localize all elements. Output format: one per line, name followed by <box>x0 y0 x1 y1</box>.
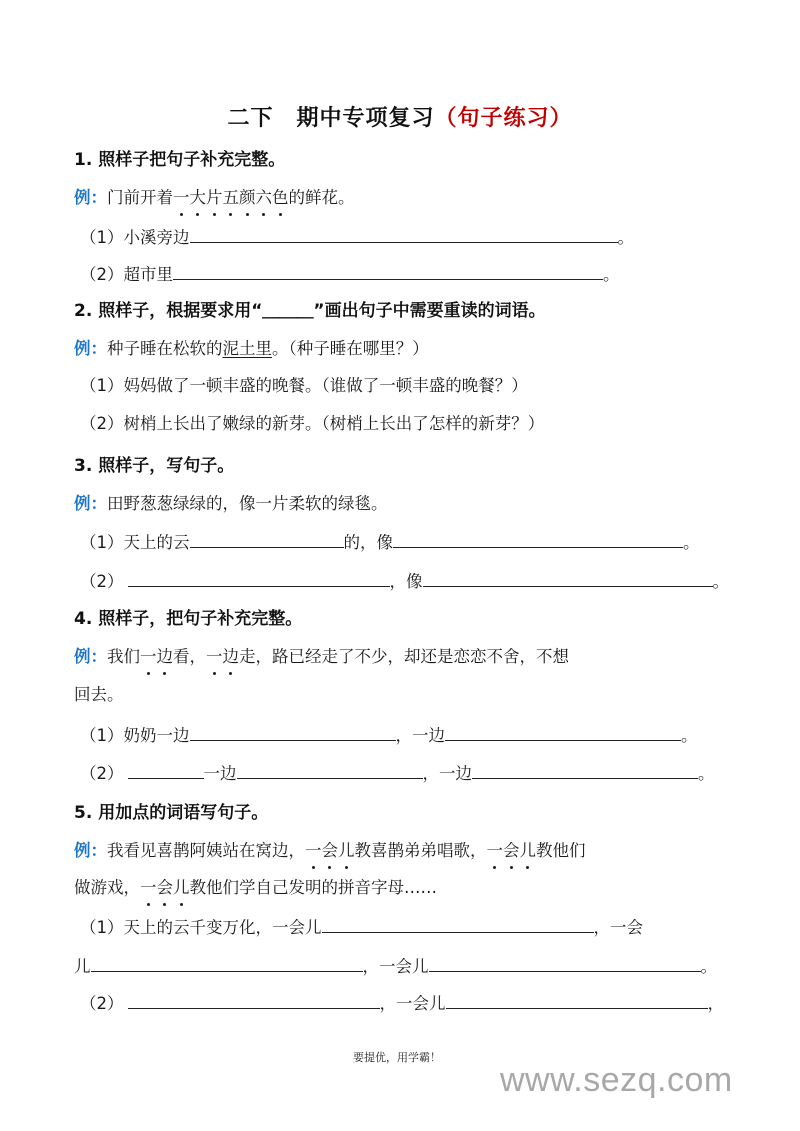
answer-blank[interactable] <box>190 722 396 741</box>
answer-blank[interactable] <box>128 760 204 779</box>
section-3-item-1 <box>80 529 700 555</box>
emphasis-char: 边 <box>157 645 174 669</box>
emphasis-char: 一 <box>140 645 157 669</box>
item-mid: 一边 <box>203 764 237 783</box>
section-5-example <box>74 839 586 863</box>
title-highlight: （句子练习） <box>434 106 573 131</box>
section-2-item-1 <box>80 374 528 398</box>
section-1-item-2 <box>80 261 620 287</box>
section-2-example <box>74 337 429 361</box>
item-label: （1） <box>80 726 124 745</box>
example-text: 做游戏， <box>74 878 140 897</box>
section-2-heading <box>74 299 546 323</box>
example-label: 例： <box>74 647 107 666</box>
emphasis-char: 儿 <box>520 839 537 863</box>
example-text: 的鲜花。 <box>288 188 355 207</box>
answer-blank[interactable] <box>128 568 390 587</box>
section-2-item-2 <box>80 412 544 436</box>
item-text: 妈妈做了一顿丰盛的晚餐。（谁做了一顿丰盛的晚餐？） <box>123 376 528 395</box>
dotted-word <box>223 188 289 207</box>
emphasis-char: 五 <box>223 186 240 210</box>
emphasis-char: 大 <box>190 186 207 210</box>
emphasis-char: 六 <box>256 186 273 210</box>
example-text: 。（种子睡在哪里？） <box>272 339 429 358</box>
answer-blank[interactable] <box>393 529 683 548</box>
section-5-item-1 <box>80 914 643 940</box>
example-text: 看， <box>173 647 206 666</box>
watermark: www.sezq.com <box>500 1061 733 1099</box>
example-text: 教他们学自己发明的拼音字母…… <box>189 878 437 897</box>
section-4-heading: 4. 照样子，把句子补充完整。 <box>74 609 303 629</box>
item-mid: ，一边 <box>395 726 445 745</box>
example-text: 种子睡在松软的 <box>107 339 223 358</box>
emphasis-char: 边 <box>223 645 240 669</box>
item-prefix: 天上的云 <box>123 533 190 552</box>
footer-slogan: 要提优，用学霸！ <box>353 1051 441 1064</box>
title-main: 二下 期中专项复习 <box>227 106 435 131</box>
example-text: 我们 <box>107 647 140 666</box>
emphasis-char: 一 <box>206 645 223 669</box>
heading-blank-sample: ＿＿＿ <box>262 301 314 321</box>
item-text: 树梢上长出了嫩绿的新芽。（树梢上长出了怎样的新芽？） <box>123 414 545 433</box>
item-prefix: 小溪旁边 <box>123 228 190 247</box>
answer-blank[interactable] <box>446 990 708 1009</box>
example-text: 教他们 <box>536 841 586 860</box>
item-mid: ，像 <box>389 572 423 591</box>
section-5-item-1-line-2 <box>74 953 717 979</box>
example-label: 例： <box>74 188 107 207</box>
dotted-word <box>487 841 537 860</box>
emphasis-char: 一 <box>305 839 322 863</box>
underlined-word: 泥土里 <box>222 339 272 358</box>
answer-blank[interactable] <box>445 722 681 741</box>
example-text: 走，路已经走了不少，却还是恋恋不舍，不想 <box>239 647 569 666</box>
dotted-word <box>140 647 173 666</box>
item-label: （2） <box>80 572 124 591</box>
section-1-example <box>74 186 355 210</box>
answer-blank[interactable] <box>128 990 380 1009</box>
section-4-item-2 <box>80 760 715 786</box>
example-text: 门前开着 <box>107 188 173 207</box>
emphasis-char: 颜 <box>239 186 256 210</box>
item-end: 。 <box>683 533 700 552</box>
item-prefix: 天上的云千变万化，一会儿 <box>123 918 322 937</box>
answer-blank[interactable] <box>190 224 618 243</box>
section-5-heading: 5. 用加点的词语写句子。 <box>74 803 269 823</box>
section-4-item-1 <box>80 722 698 748</box>
section-4-example <box>74 645 569 669</box>
item-end: 。 <box>681 726 698 745</box>
example-text: 我看见喜鹊阿姨站在窝边， <box>107 841 305 860</box>
item-end: 。 <box>603 265 620 284</box>
emphasis-char: 会 <box>503 839 520 863</box>
section-5-item-2 <box>80 990 724 1016</box>
item-label: （2） <box>80 414 124 433</box>
answer-blank[interactable] <box>423 568 713 587</box>
example-label: 例： <box>74 339 107 358</box>
example-label: 例： <box>74 841 107 860</box>
item-mid: ，一边 <box>422 764 472 783</box>
emphasis-char: 色 <box>272 186 289 210</box>
section-4-example-line-2: 回去。 <box>74 685 124 704</box>
emphasis-char: 会 <box>322 839 339 863</box>
item-mid: ，一会 <box>593 918 643 937</box>
answer-blank[interactable] <box>429 953 701 972</box>
emphasis-char: 儿 <box>338 839 355 863</box>
emphasis-char: 一 <box>140 876 157 900</box>
item-mid: ，一会儿 <box>362 957 429 976</box>
section-3-item-2 <box>80 568 729 594</box>
dotted-word <box>140 878 190 897</box>
answer-blank[interactable] <box>322 914 594 933</box>
section-3-heading: 3. 照样子，写句子。 <box>74 456 235 476</box>
answer-blank[interactable] <box>91 953 363 972</box>
section-5-example-line-2 <box>74 876 437 900</box>
emphasis-char: 儿 <box>173 876 190 900</box>
answer-blank[interactable] <box>173 261 603 280</box>
page-title <box>0 101 800 132</box>
answer-blank[interactable] <box>472 760 698 779</box>
emphasis-char: 片 <box>206 186 223 210</box>
item-end: ， <box>707 994 724 1013</box>
item-prefix: 超市里 <box>123 265 173 284</box>
item-label: （2） <box>80 764 124 783</box>
heading-text: 2. 照样子，根据要求用“ <box>74 301 263 321</box>
answer-blank[interactable] <box>237 760 423 779</box>
item-end: 。 <box>712 572 729 591</box>
item-label: （2） <box>80 994 124 1013</box>
item-end: 。 <box>617 228 634 247</box>
item-mid: 的，像 <box>343 533 393 552</box>
emphasis-char: 一 <box>487 839 504 863</box>
item-text: 儿 <box>74 957 91 976</box>
emphasis-char: 一 <box>173 186 190 210</box>
dotted-word <box>173 188 223 207</box>
example-text: 田野葱葱绿绿的，像一片柔软的绿毯。 <box>107 494 388 513</box>
example-label: 例： <box>74 494 107 513</box>
emphasis-char: 会 <box>157 876 174 900</box>
answer-blank[interactable] <box>190 529 344 548</box>
dotted-word <box>206 647 239 666</box>
item-label: （1） <box>80 228 124 247</box>
section-1-item-1 <box>80 224 634 250</box>
item-label: （1） <box>80 376 124 395</box>
item-label: （2） <box>80 265 124 284</box>
item-label: （1） <box>80 533 124 552</box>
example-text: 教喜鹊弟弟唱歌， <box>354 841 487 860</box>
heading-text: ”画出句子中需要重读的词语。 <box>313 301 546 321</box>
item-mid: ，一会儿 <box>379 994 446 1013</box>
section-1-heading: 1. 照样子把句子补充完整。 <box>74 150 286 170</box>
item-label: （1） <box>80 918 124 937</box>
dotted-word <box>305 841 355 860</box>
item-end: 。 <box>698 764 715 783</box>
item-prefix: 奶奶一边 <box>123 726 190 745</box>
section-3-example <box>74 492 388 516</box>
item-end: 。 <box>700 957 717 976</box>
